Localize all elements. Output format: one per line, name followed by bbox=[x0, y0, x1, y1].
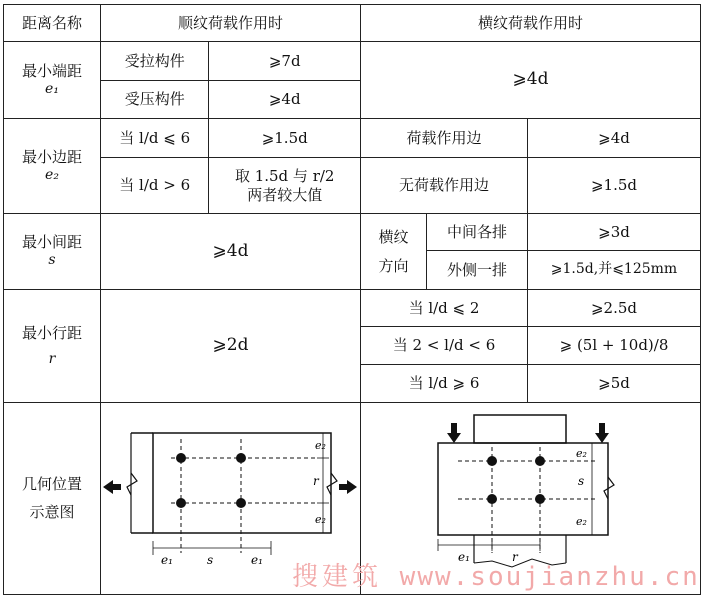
bolt-icon bbox=[236, 498, 246, 508]
row-cond3-value: ⩾5d bbox=[528, 365, 701, 403]
edge-distance-symbol: e₂ bbox=[45, 166, 59, 183]
bolt-icon bbox=[236, 453, 246, 463]
middle-rows-label: 中间各排 bbox=[427, 214, 528, 251]
r-label: r bbox=[511, 550, 518, 564]
edge-distance-name-cell bbox=[4, 119, 101, 214]
end-distance-name-cell bbox=[4, 42, 101, 119]
header-perpendicular: 横纹荷载作用时 bbox=[361, 5, 701, 42]
tension-value: ⩾7d bbox=[209, 42, 361, 81]
loaded-edge-value: ⩾4d bbox=[528, 119, 701, 158]
bolt-icon bbox=[176, 498, 186, 508]
spec-table-wrapper bbox=[3, 4, 701, 595]
spacing-name: 最小间距 bbox=[21, 233, 82, 252]
header-parallel: 顺纹荷载作用时 bbox=[101, 5, 361, 42]
spacing-spec-table bbox=[3, 4, 701, 595]
row-distance-row-1 bbox=[4, 290, 701, 327]
e2-bottom-label: e₂ bbox=[315, 513, 326, 526]
diagram-row bbox=[4, 403, 701, 595]
diagram-name-cell bbox=[4, 403, 101, 595]
watermark-cn: 搜建筑 bbox=[292, 562, 383, 592]
row-distance-name-cell bbox=[4, 290, 101, 403]
compression-label: 受压构件 bbox=[101, 81, 209, 119]
header-row bbox=[4, 5, 701, 42]
row-distance-parallel-value: ⩾2d bbox=[101, 290, 361, 403]
e2-bottom-label: e₂ bbox=[575, 515, 587, 528]
unloaded-edge-value: ⩾1.5d bbox=[528, 158, 701, 214]
edge-cond2-value-cell bbox=[209, 158, 361, 214]
r-label: r bbox=[313, 474, 319, 488]
s-label: s bbox=[207, 553, 214, 567]
row-cond2-value: ⩾ (5l + 10d)/8 bbox=[528, 327, 701, 365]
header-name: 距离名称 bbox=[4, 5, 101, 42]
bolt-icon bbox=[176, 453, 186, 463]
spacing-perp-direction-cell bbox=[361, 214, 427, 290]
cross-member-outline bbox=[474, 415, 566, 443]
bolt-icon bbox=[487, 494, 497, 504]
spacing-parallel-value: ⩾4d bbox=[101, 214, 361, 290]
diagram-name-line2: 示意图 bbox=[29, 503, 75, 522]
compression-value: ⩾4d bbox=[209, 81, 361, 119]
middle-rows-value: ⩾3d bbox=[528, 214, 701, 251]
left-arrow-icon bbox=[103, 480, 121, 494]
down-arrow-icon bbox=[447, 423, 461, 443]
right-arrow-icon bbox=[339, 480, 357, 494]
e1-right-label: e₁ bbox=[251, 553, 263, 567]
parallel-load-diagram bbox=[101, 403, 360, 589]
end-distance-symbol: e₁ bbox=[45, 80, 59, 97]
edge-distance-name: 最小边距 bbox=[21, 147, 82, 166]
spacing-row-1 bbox=[4, 214, 701, 251]
perpendicular-diagram-cell bbox=[361, 403, 701, 595]
perpendicular-load-diagram bbox=[362, 403, 700, 589]
spacing-symbol: s bbox=[48, 252, 56, 269]
down-arrow-icon bbox=[595, 423, 609, 443]
end-distance-name: 最小端距 bbox=[21, 61, 82, 80]
row-cond1-value: ⩾2.5d bbox=[528, 290, 701, 327]
edge-cond2-value-line2: 两者较大值 bbox=[247, 185, 323, 204]
outer-row-value: ⩾1.5d,并⩽125mm bbox=[528, 251, 701, 290]
edge-cond1: 当 l/d ⩽ 6 bbox=[101, 119, 209, 158]
bolt-icon bbox=[535, 494, 545, 504]
row-distance-name: 最小行距 bbox=[21, 323, 82, 342]
e2-top-label: e₂ bbox=[575, 447, 587, 460]
edge-cond2: 当 l/d > 6 bbox=[101, 158, 209, 214]
spacing-perp-dir-line1: 横纹 bbox=[378, 227, 409, 246]
e2-top-label: e₂ bbox=[315, 439, 326, 452]
unloaded-edge-label: 无荷载作用边 bbox=[361, 158, 528, 214]
outer-row-label: 外侧一排 bbox=[427, 251, 528, 290]
edge-cond1-value: ⩾1.5d bbox=[209, 119, 361, 158]
row-cond1: 当 l/d ⩽ 2 bbox=[361, 290, 528, 327]
row-cond3: 当 l/d ⩾ 6 bbox=[361, 365, 528, 403]
e1-label: e₁ bbox=[457, 550, 470, 564]
row-distance-symbol: r bbox=[48, 350, 56, 367]
edge-cond2-value-line1: 取 1.5d 与 r/2 bbox=[234, 166, 335, 185]
edge-distance-row-2 bbox=[4, 158, 701, 214]
member-outline bbox=[153, 433, 331, 533]
tension-label: 受拉构件 bbox=[101, 42, 209, 81]
diagram-name-line1: 几何位置 bbox=[21, 474, 82, 493]
edge-distance-row-1 bbox=[4, 119, 701, 158]
bolt-icon bbox=[487, 456, 497, 466]
row-cond2: 当 2 < l/d < 6 bbox=[361, 327, 528, 365]
s-label: s bbox=[577, 474, 584, 488]
spacing-perp-dir-line2: 方向 bbox=[378, 256, 409, 275]
bolt-icon bbox=[535, 456, 545, 466]
spacing-name-cell bbox=[4, 214, 101, 290]
parallel-diagram-cell bbox=[101, 403, 361, 595]
end-distance-row-1 bbox=[4, 42, 701, 81]
e1-left-label: e₁ bbox=[161, 553, 173, 567]
watermark-url: www.soujianzhu.cn bbox=[399, 562, 700, 592]
loaded-edge-label: 荷载作用边 bbox=[361, 119, 528, 158]
end-distance-perp-value: ⩾4d bbox=[361, 42, 701, 119]
